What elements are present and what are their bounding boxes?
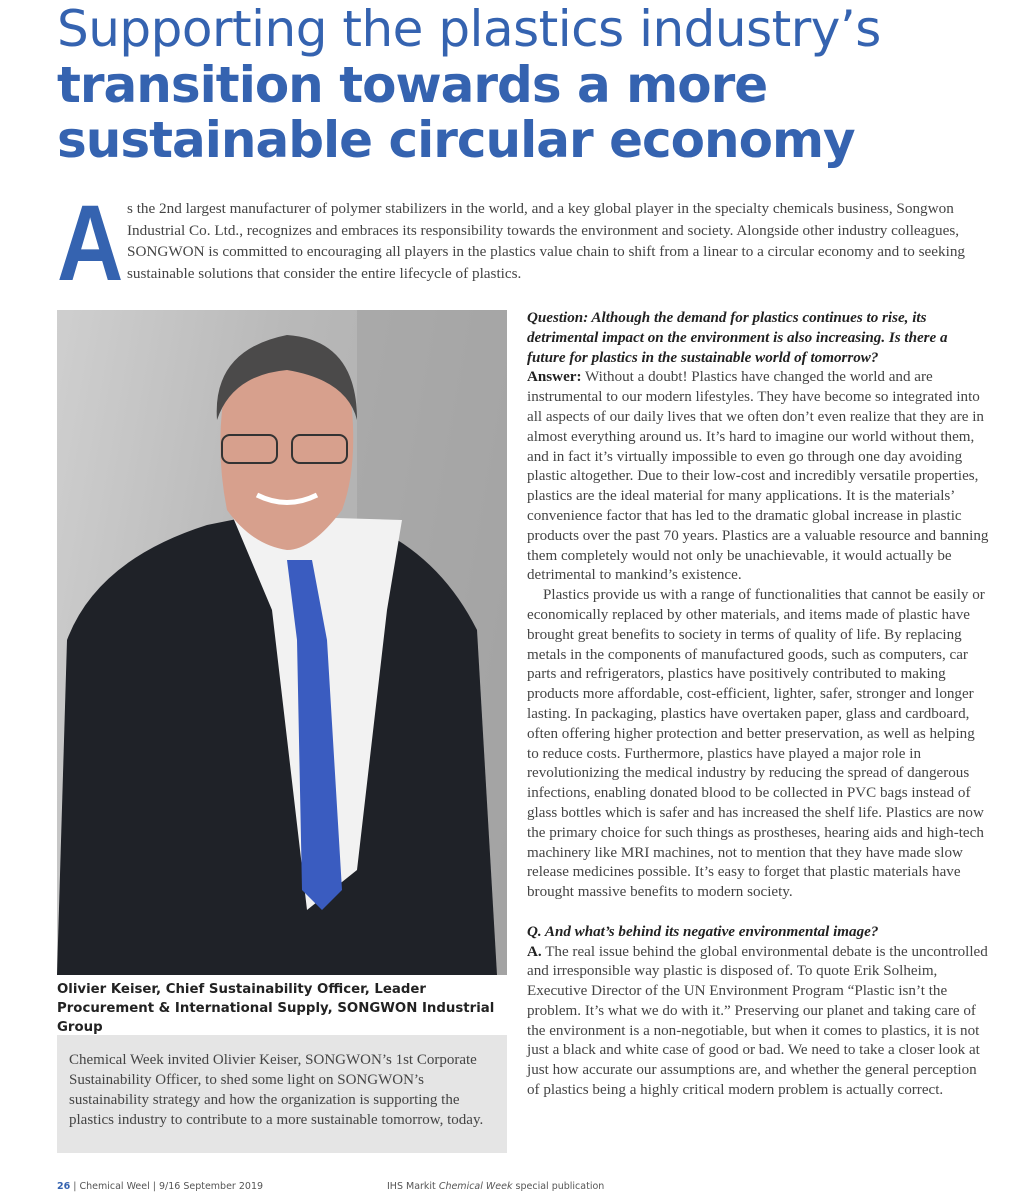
drop-cap: A [57, 182, 124, 303]
question-2: Q. And what’s behind its negative environmental image? [527, 923, 879, 940]
answer-1-paragraph-1 [527, 368, 989, 586]
headline-line-3: sustainable circular economy [57, 111, 855, 169]
pub-suffix: special publication [512, 1181, 605, 1192]
page-number: 26 [57, 1181, 71, 1192]
photo-caption: Olivier Keiser, Chief Sustainability Officer, Leader Procurement & International Supply, SONGWON Industrial Group [57, 982, 495, 1035]
headline-line-1: Supporting the plastics industry’s [57, 0, 881, 58]
answer-label: Answer: [527, 369, 582, 386]
question-1: Question: Although the demand for plastics continues to rise, its detrimental impact on the environment is also increasing. Is there a future for plastics in the sustainable world of tomorrow? [527, 310, 948, 366]
page-footer [57, 1181, 605, 1192]
intro-paragraph [57, 182, 987, 303]
answer-1-text: Without a doubt! Plastics have changed the world and are instrumental to our modern lifestyles. They have become so integrated into all aspects of our daily lives that we often don’t even realize that they are in almost everything around us. It’s hard to imagine our world without them, and in fact it’s virtually impossible to even go through one day avoiding plastic altogether. Due to their low-cost and incredibly versatile properties, plastics are the ideal material for many applications. It is the materials’ convenience factor that has led to the dramatic global increase in plastic products over the past 70 years. Plastics are a valuable resource and banning them completely would not only be unachievable, it would actually be detrimental to mankind’s existence. [527, 369, 989, 584]
headline-line-2: transition towards a more [57, 56, 768, 114]
footer-publication [387, 1181, 604, 1192]
answer-2-text: The real issue behind the global environmental debate is the uncontrolled and irresponsible way plastic is disposed of. To quote Erik Solheim, Executive Director of the UN Environment Program “Plastic isn’t the problem. It’s what we do with it.” Preserving our planet and taking care of the environment is a non-negotiable, but when it comes to plastics, it is not just a black and white case of good or bad. We need to take a closer look at just how accurate our assumptions are, and whether the general perception of plastics being a highly critical modern problem is actually correct. [527, 943, 988, 1099]
answer-2-paragraph-1 [527, 943, 989, 1101]
portrait-photo [57, 310, 507, 975]
headline [57, 0, 1017, 168]
intro-text: s the 2nd largest manufacturer of polymer stabilizers in the world, and a key global player in the specialty chemicals business, Songwon Industrial Co. Ltd., recognizes and embraces its responsibility towards the environment and society. Alongside other industry colleagues, SONGWON is committed to encouraging all players in the plastics value chain to shift from a linear to a circular economy and to seeking sustainable solutions that consider the entire lifecycle of plastics. [127, 200, 966, 282]
answer-2-label: A. [527, 943, 542, 960]
footer-issue: | Chemical Weel | 9/16 September 2019 [70, 1181, 264, 1192]
portrait-illustration [57, 310, 507, 975]
pub-prefix: IHS Markit [387, 1181, 439, 1192]
answer-1-paragraph-2: Plastics provide us with a range of functionalities that cannot be easily or economically replaced by other materials, and items made of plastic have brought great benefits to society in terms of quality of life. By replacing metals in the components of manufactured goods, such as computers, car parts and refrigerators, plastics have positively contributed to making products more affordable, cost-efficient, lighter, safer, stronger and longer lasting. In packaging, plastics have overtaken paper, glass and cardboard, often offering higher protection and better preservation, as well as helping to reduce costs. Furthermore, plastics have played a major role in revolutionizing the medical industry by reducing the spread of dangerous infections, enabling donated blood to be collected in PVC bags instead of glass bottles which is safer and has increased the shelf life. Plastics are now the primary choice for such things as prostheses, hearing aids and high-tech machinery like MRI machines, not to mention that they have made slow release medicines possible. It’s easy to forget that plastic materials have brought massive benefits to modern society. [527, 587, 985, 901]
pub-name: Chemical Week [438, 1181, 513, 1192]
article-column [527, 309, 989, 1101]
sidebar-box: Chemical Week invited Olivier Keiser, SONGWON’s 1st Corporate Sustainability Officer, to shed some light on SONGWON’s sustainability strategy and how the organization is supporting the plastics industry to contribute to a more sustainable tomorrow, today. [57, 1035, 507, 1153]
